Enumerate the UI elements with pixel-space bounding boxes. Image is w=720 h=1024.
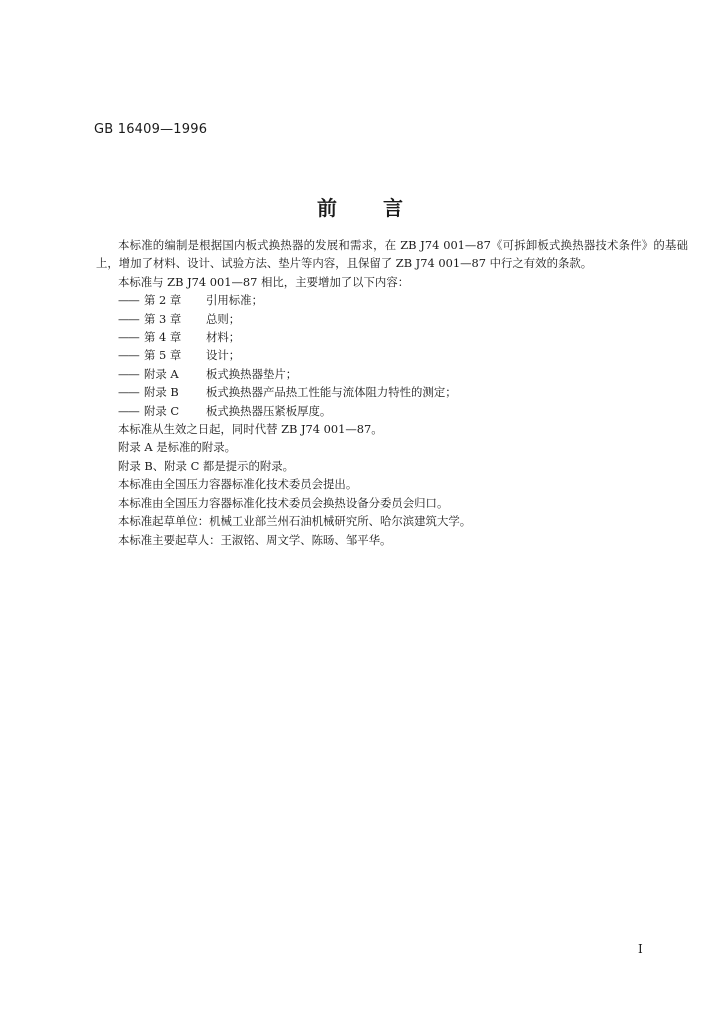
list-dash: —— <box>118 366 139 381</box>
list-item-text: 材料； <box>206 330 241 345</box>
drafters-line: 本标准主要起草人：王淑铭、周文学、陈旸、邹平华。 <box>118 532 392 547</box>
centralized-by-line: 本标准由全国压力容器标准化技术委员会换热设备分委员会归口。 <box>118 495 449 510</box>
list-item-text: 设计； <box>206 348 241 363</box>
list-dash: —— <box>118 311 139 326</box>
appendix-informative-line: 附录 B、附录 C 都是提示的附录。 <box>118 458 295 473</box>
proposed-by-line: 本标准由全国压力容器标准化技术委员会提出。 <box>118 477 358 492</box>
list-item <box>96 365 688 383</box>
standard-code: GB 16409—1996 <box>94 122 208 137</box>
list-dash: —— <box>118 293 139 308</box>
list-item <box>96 346 688 364</box>
page-number: I <box>638 942 643 956</box>
compare-line: 本标准与 ZB J74 001—87 相比，主要增加了以下内容： <box>118 274 410 289</box>
list-item-label: 附录 A <box>144 366 179 381</box>
list-item-label: 第 5 章 <box>144 348 182 363</box>
list-item-text: 板式换热器产品热工性能与流体阻力特性的测定； <box>206 385 457 400</box>
list-item <box>96 402 688 420</box>
list-item-label: 第 3 章 <box>144 311 182 326</box>
list-item-label: 第 4 章 <box>144 330 182 345</box>
list-item-text: 引用标准； <box>206 293 263 308</box>
intro-paragraph: 本标准的编制是根据国内板式换热器的发展和需求，在 ZB J74 001—87《可拆卸板式换热器技术条件》的基础上，增加了材料、设计、试验方法、垫片等内容，且保留了 ZB J74 001—87 中行之有效的条款。 <box>96 238 688 271</box>
list-item-text: 板式换热器压紧板厚度。 <box>206 403 332 418</box>
list-dash: —— <box>118 330 139 345</box>
title-char-1: 前 <box>317 196 337 220</box>
appendix-normative-line: 附录 A 是标准的附录。 <box>118 440 236 455</box>
replacement-line: 本标准从生效之日起，同时代替 ZB J74 001—87。 <box>118 422 383 437</box>
list-dash: —— <box>118 385 139 400</box>
title-char-2: 言 <box>383 196 403 220</box>
page-title <box>0 192 720 221</box>
list-item-text: 板式换热器垫片； <box>206 366 298 381</box>
list-item <box>96 328 688 346</box>
foreword-body <box>96 236 688 549</box>
list-item-text: 总则； <box>206 311 241 326</box>
list-dash: —— <box>118 403 139 418</box>
list-item-label: 附录 C <box>144 403 180 418</box>
list-item <box>96 291 688 309</box>
list-item-label: 第 2 章 <box>144 293 182 308</box>
list-item <box>96 383 688 401</box>
added-content-list <box>96 291 688 420</box>
list-item <box>96 310 688 328</box>
list-dash: —— <box>118 348 139 363</box>
drafting-units-line: 本标准起草单位：机械工业部兰州石油机械研究所、哈尔滨建筑大学。 <box>118 514 472 529</box>
list-item-label: 附录 B <box>144 385 179 400</box>
